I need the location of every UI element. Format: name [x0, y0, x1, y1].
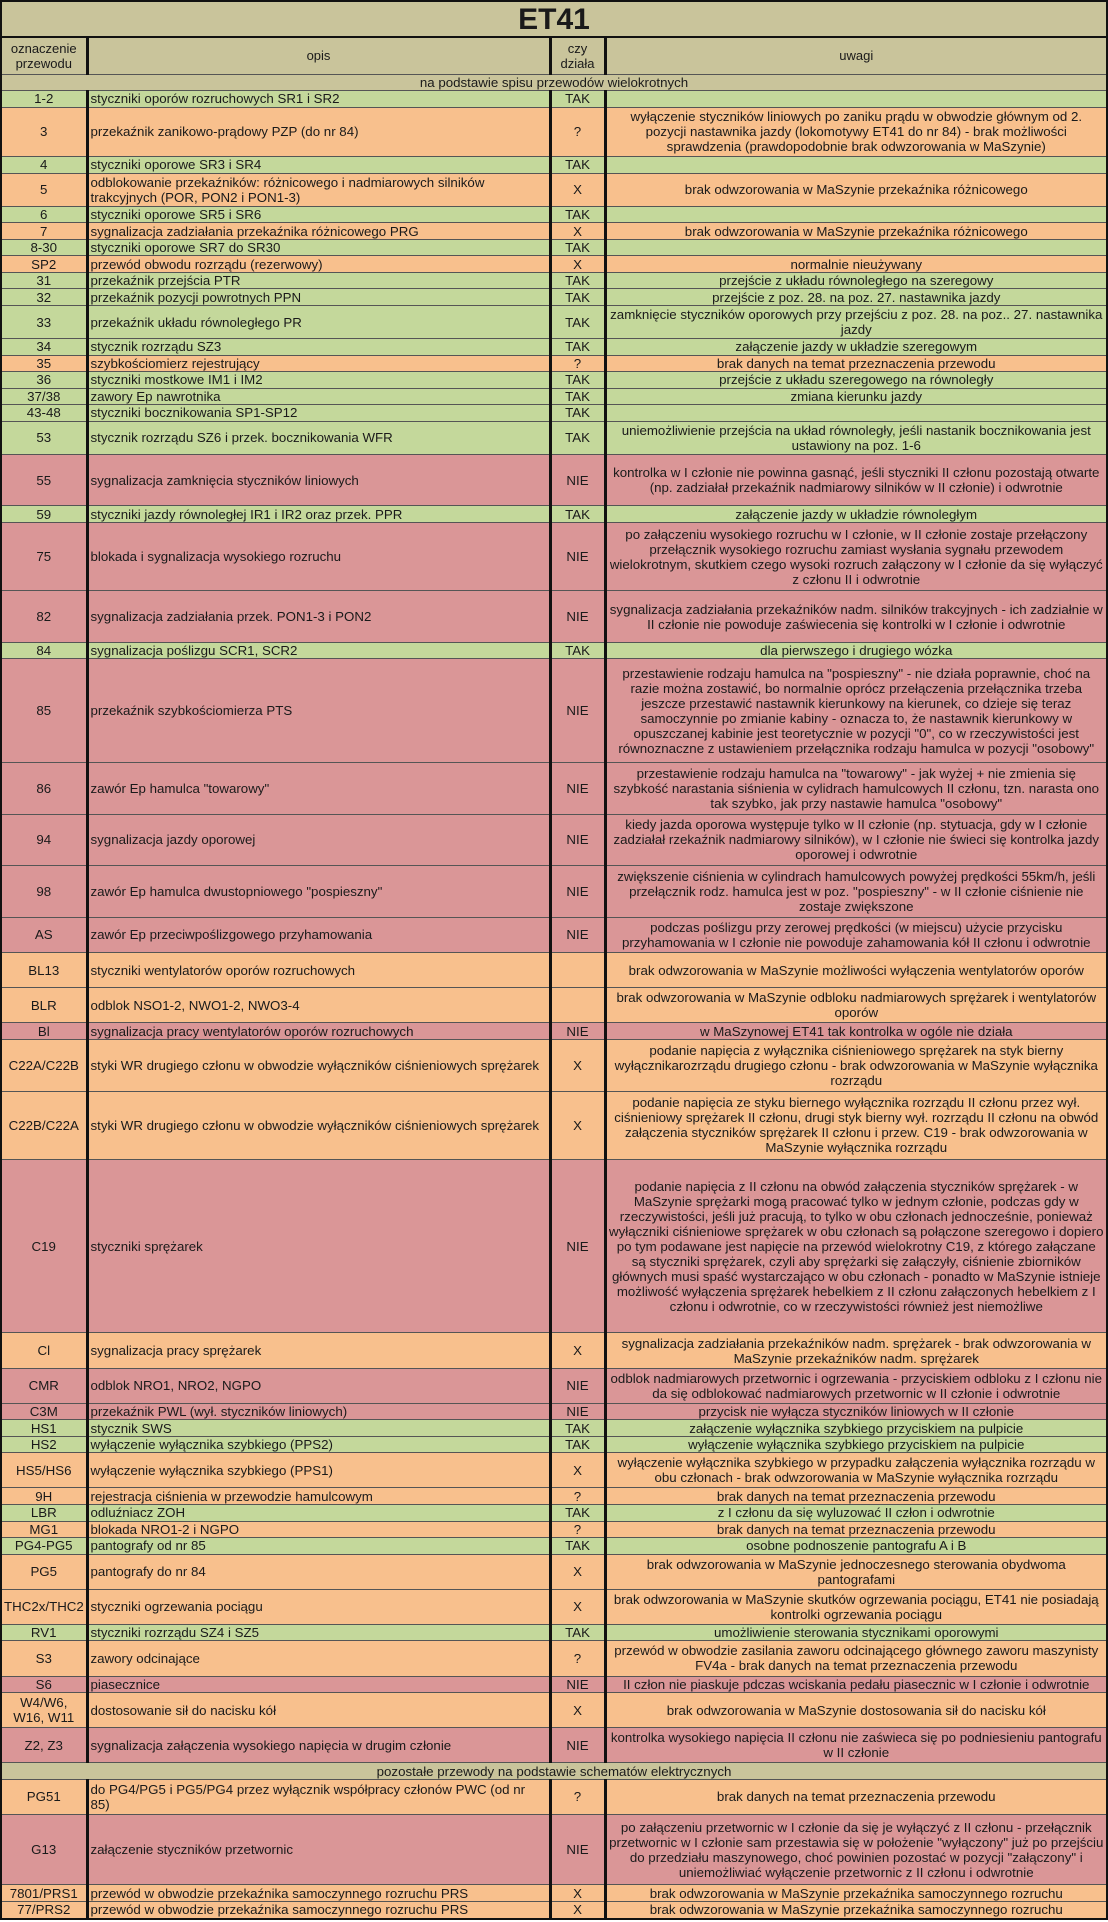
table-row — [1, 1885, 1107, 1902]
wire-id-cell: PG4-PG5 — [1, 1538, 87, 1555]
wire-id-cell: 53 — [1, 421, 87, 454]
wire-id-cell: 84 — [1, 642, 87, 659]
description-cell: przekaźnik przejścia PTR — [87, 272, 550, 289]
wire-id-cell: 85 — [1, 659, 87, 762]
description-cell: styczniki sprężarek — [87, 1159, 550, 1333]
table-row — [1, 1815, 1107, 1885]
wire-id-cell: MG1 — [1, 1521, 87, 1538]
wire-id-cell: 98 — [1, 866, 87, 918]
status-cell: TAK — [550, 91, 605, 108]
notes-cell: przestawienie rodzaju hamulca na "towarowy" - jak wyżej + nie zmienia się szybkość narastania siśnienia w cylidrach hamulcowych II członu, tzn. narasta ono tak szybko, jak przy nastawie hamulca "osobowy" — [605, 762, 1107, 814]
table-row — [1, 1641, 1107, 1676]
notes-cell — [605, 157, 1107, 174]
status-cell: ? — [550, 1641, 605, 1676]
status-cell: X — [550, 1333, 605, 1368]
status-cell: ? — [550, 1488, 605, 1505]
wire-id-cell: HS1 — [1, 1420, 87, 1437]
wire-id-cell: 35 — [1, 355, 87, 372]
table-row — [1, 1728, 1107, 1763]
wire-id-cell: 6 — [1, 206, 87, 223]
wire-id-cell: 1-2 — [1, 91, 87, 108]
status-cell — [550, 953, 605, 988]
status-cell: X — [550, 223, 605, 240]
description-cell: sygnalizacja zadziałania przekaźnika różnicowego PRG — [87, 223, 550, 240]
notes-cell: po załączeniu przetwornic w I członie da się je wyłączyć z II członu - przełącznik przetwornic w I członie sam przestawia się w położenie "wyłączony" już po przejściu do przedziału maszynowego, choć powinien pozostać w pozycji "załączony" i uniemożliwiać wyłączenie przetwornic z II członu i odwrotnie — [605, 1815, 1107, 1885]
description-cell: przewód w obwodzie przekaźnika samoczynnego rozruchu PRS — [87, 1901, 550, 1919]
description-cell: do PG4/PG5 i PG5/PG4 przez wyłącznik współpracy członów PWC (od nr 85) — [87, 1779, 550, 1814]
status-cell: X — [550, 1091, 605, 1159]
wire-id-cell: 7801/PRS1 — [1, 1885, 87, 1902]
wire-id-cell: Z2, Z3 — [1, 1728, 87, 1763]
table-row — [1, 1554, 1107, 1589]
table-row — [1, 1333, 1107, 1368]
status-cell: X — [550, 1554, 605, 1589]
notes-cell: przycisk nie wyłącza styczników liniowych w II członie — [605, 1403, 1107, 1420]
status-cell: NIE — [550, 659, 605, 762]
notes-cell: uniemożliwienie przejścia na układ równoległy, jeśli nastanik bocznikowania jest ustawiony na poz. 1-6 — [605, 421, 1107, 454]
status-cell: TAK — [550, 239, 605, 256]
section-header: pozostałe przewody na podstawie schematów elektrycznych — [1, 1763, 1107, 1780]
wire-id-cell: 36 — [1, 372, 87, 389]
table-row — [1, 1779, 1107, 1814]
table-row — [1, 1693, 1107, 1728]
status-cell: NIE — [550, 1368, 605, 1403]
table-row — [1, 762, 1107, 814]
description-cell: załączenie styczników przetwornic — [87, 1815, 550, 1885]
notes-cell: wyłączenie wyłącznika szybkiego przyciskiem na pulpicie — [605, 1436, 1107, 1453]
table-row — [1, 1420, 1107, 1437]
table-row — [1, 1589, 1107, 1624]
description-cell: zawory odcinające — [87, 1641, 550, 1676]
table-row — [1, 1039, 1107, 1091]
description-cell: styczniki jazdy równoległej IR1 i IR2 oraz przek. PPR — [87, 506, 550, 523]
wire-id-cell: HS5/HS6 — [1, 1453, 87, 1488]
wire-id-cell: 55 — [1, 454, 87, 506]
description-cell: przekaźnik zanikowo-prądowy PZP (do nr 84) — [87, 107, 550, 157]
table-row — [1, 206, 1107, 223]
status-cell: TAK — [550, 1436, 605, 1453]
description-cell: blokada NRO1-2 i NGPO — [87, 1521, 550, 1538]
wire-id-cell: 34 — [1, 339, 87, 356]
table-row — [1, 953, 1107, 988]
notes-cell: brak danych na temat przeznaczenia przewodu — [605, 355, 1107, 372]
wire-id-cell: W4/W6, W16, W11 — [1, 1693, 87, 1728]
notes-cell: sygnalizacja zadziałania przekaźników nadm. silników trakcyjnych - ich zadziałnie w II członie nie powoduje zaświecenia się kontrolki w I członie i odwrotnie — [605, 591, 1107, 643]
wire-id-cell: 7 — [1, 223, 87, 240]
notes-cell: kiedy jazda oporowa występuje tylko w II członie (np. stytuacja, gdy w I członie zadziałał rzekaźnik nadmiarowy silników), w I członie nie świeci się kontrolka jazdy oporowej i odwrotnie — [605, 814, 1107, 866]
wire-id-cell: 82 — [1, 591, 87, 643]
description-cell: odblok NRO1, NRO2, NGPO — [87, 1368, 550, 1403]
notes-cell: podanie napięcia z II członu na obwód załączenia styczników sprężarek - w MaSzynie sprężarki mogą pracować tylko w jednym członie, podczas gdy w rzeczywistości, jeśli już pracują, to tylko w obu członach jednocześnie, ponieważ wyłączniki ciśnieniowe sprężarek w obu członach są połączone szeregowo i dopiero po tym podawane jest napięcie na przewód wielokrotny C19, z którego załączane są styczniki sprężarek, czyli aby sprężarki się załączyły, ciśnienie zbiorników głównych musi spaść wystarczająco w obu członach - ponadto w MaSzynie istnieje możliwość wyłączenia sprężarek hebelkiem z II członu załączonych hebelkiem z I członu i odwrotnie, co w rzeczywistości również jest niemożliwe — [605, 1159, 1107, 1333]
wire-id-cell: C22B/C22A — [1, 1091, 87, 1159]
description-cell: styczniki rozrządu SZ4 i SZ5 — [87, 1624, 550, 1641]
notes-cell: po załączeniu wysokiego rozruchu w I członie, w II członie zostaje przełączony przełącznik wysokiego rozruchu zamiast wysłania sygnału przewodem wielokrotnym, skutkiem czego wysoki rozruch załączony w I członie da się wyłączyć z członu II i odwrotnie — [605, 523, 1107, 591]
notes-cell: brak odwzorowania w MaSzynie przekaźnika samoczynnego rozruchu — [605, 1885, 1107, 1902]
table-row — [1, 305, 1107, 338]
wire-id-cell: BL13 — [1, 953, 87, 988]
status-cell: X — [550, 1453, 605, 1488]
status-cell: NIE — [550, 866, 605, 918]
table-row — [1, 1368, 1107, 1403]
status-cell: ? — [550, 355, 605, 372]
column-header-id: oznaczenie przewodu — [1, 37, 87, 74]
wire-id-cell: 32 — [1, 289, 87, 306]
status-cell: TAK — [550, 388, 605, 405]
description-cell: styczniki oporowe SR7 do SR30 — [87, 239, 550, 256]
notes-cell: z I członu da się wyluzować II człon i odwrotnie — [605, 1505, 1107, 1522]
notes-cell: brak odwzorowania w MaSzynie przekaźnika różnicowego — [605, 223, 1107, 240]
description-cell: przekaźnik pozycji powrotnych PPN — [87, 289, 550, 306]
wire-id-cell: RV1 — [1, 1624, 87, 1641]
description-cell: styczniki oporowe SR3 i SR4 — [87, 157, 550, 174]
description-cell: pantografy od nr 85 — [87, 1538, 550, 1555]
notes-cell: podczas poślizgu przy zerowej prędkości (w miejscu) użycie przycisku przyhamowania w I członie nie powoduje zahamowania kół II członu i odwrotnie — [605, 917, 1107, 952]
table-row — [1, 1624, 1107, 1641]
notes-cell: przewód w obwodzie zasilania zaworu odcinającego głównego zaworu maszynisty FV4a - brak danych na temat przeznaczenia przewodu — [605, 1641, 1107, 1676]
description-cell: sygnalizacja zadziałania przek. PON1-3 i PON2 — [87, 591, 550, 643]
table-row — [1, 506, 1107, 523]
status-cell: TAK — [550, 1420, 605, 1437]
wire-id-cell: Bl — [1, 1023, 87, 1040]
wire-id-cell: 94 — [1, 814, 87, 866]
table-row — [1, 157, 1107, 174]
wire-id-cell: 37/38 — [1, 388, 87, 405]
wire-id-cell: 31 — [1, 272, 87, 289]
status-cell: NIE — [550, 1159, 605, 1333]
status-cell: NIE — [550, 762, 605, 814]
table-row — [1, 405, 1107, 422]
status-cell: TAK — [550, 372, 605, 389]
status-cell: NIE — [550, 454, 605, 506]
wire-id-cell: 86 — [1, 762, 87, 814]
wire-id-cell: C22A/C22B — [1, 1039, 87, 1091]
wire-id-cell: S6 — [1, 1676, 87, 1693]
wire-id-cell: 59 — [1, 506, 87, 523]
table-row — [1, 1676, 1107, 1693]
description-cell: styczniki mostkowe IM1 i IM2 — [87, 372, 550, 389]
table-row — [1, 223, 1107, 240]
status-cell: TAK — [550, 206, 605, 223]
table-row — [1, 355, 1107, 372]
description-cell: stycznik SWS — [87, 1420, 550, 1437]
notes-cell: brak danych na temat przeznaczenia przewodu — [605, 1521, 1107, 1538]
description-cell: sygnalizacja pracy sprężarek — [87, 1333, 550, 1368]
section-header: na podstawie spisu przewodów wielokrotnych — [1, 74, 1107, 91]
status-cell: X — [550, 1885, 605, 1902]
table-row — [1, 107, 1107, 157]
table-row — [1, 1505, 1107, 1522]
status-cell: X — [550, 173, 605, 206]
wire-id-cell: BLR — [1, 988, 87, 1023]
notes-cell: brak danych na temat przeznaczenia przewodu — [605, 1488, 1107, 1505]
description-cell: stycznik rozrządu SZ6 i przek. bocznikowania WFR — [87, 421, 550, 454]
description-cell: przewód obwodu rozrządu (rezerwowy) — [87, 256, 550, 273]
wire-id-cell: CMR — [1, 1368, 87, 1403]
notes-cell: brak odwzorowania w MaSzynie przekaźnika różnicowego — [605, 173, 1107, 206]
notes-cell — [605, 239, 1107, 256]
wire-id-cell: SP2 — [1, 256, 87, 273]
column-header-notes: uwagi — [605, 37, 1107, 74]
status-cell: TAK — [550, 405, 605, 422]
description-cell: przekaźnik układu równoległego PR — [87, 305, 550, 338]
description-cell: zawór Ep hamulca dwustopniowego "pospieszny" — [87, 866, 550, 918]
notes-cell: podanie napięcia ze styku biernego wyłącznika rozrządu II członu przez wył. ciśnieniowy sprężarek II członu, drugi styk bierny wył. rozrządu II członu na obwód załączenia styczników sprężarek II członu i przew. C19 - brak odwzorowania w MaSzynie wyłącznika rozrządu — [605, 1091, 1107, 1159]
table-body — [1, 74, 1107, 1919]
status-cell: X — [550, 256, 605, 273]
description-cell: styczniki ogrzewania pociągu — [87, 1589, 550, 1624]
wire-id-cell: THC2x/THC2 — [1, 1589, 87, 1624]
table-row — [1, 1453, 1107, 1488]
notes-cell: przestawienie rodzaju hamulca na "pospieszny" - nie działa poprawnie, choć na razie można zostawić, bo normalnie oprócz przełączenia przełącznika trzeba jeszcze przestawić nastawnik kierunkowy na kierunek, co dzieje się teraz samoczynnie po zmianie kabiny - oznacza to, że nastawnik kierunkowy w opuszczanej kabinie jest teoretycznie w pozycji "0", co w rzeczywistości jest równoznaczne z ustawieniem przełącznika rodzaju hamulca w pozycji "osobowy" — [605, 659, 1107, 762]
notes-cell: dla pierwszego i drugiego wózka — [605, 642, 1107, 659]
notes-cell: zwiększenie ciśnienia w cylindrach hamulcowych powyżej prędkości 55km/h, jeśli przełącznik rodz. hamulca jest w poz. "pospieszny" - w II członie ciśnienie nie zostaje zwiększone — [605, 866, 1107, 918]
table-row — [1, 659, 1107, 762]
status-cell: TAK — [550, 289, 605, 306]
notes-cell — [605, 405, 1107, 422]
table-row — [1, 642, 1107, 659]
table-row — [1, 988, 1107, 1023]
wire-id-cell: 43-48 — [1, 405, 87, 422]
notes-cell: kontrolka wysokiego napięcia II członu nie zaświeca się po podniesieniu pantografu w II członie — [605, 1728, 1107, 1763]
wire-id-cell: Cl — [1, 1333, 87, 1368]
notes-cell: normalnie nieużywany — [605, 256, 1107, 273]
description-cell: styczniki oporów rozruchowych SR1 i SR2 — [87, 91, 550, 108]
notes-cell — [605, 206, 1107, 223]
wire-id-cell: PG5 — [1, 1554, 87, 1589]
column-header-status: czy działa — [550, 37, 605, 74]
status-cell: TAK — [550, 1505, 605, 1522]
wire-id-cell: HS2 — [1, 1436, 87, 1453]
notes-cell: w MaSzynowej ET41 tak kontrolka w ogóle nie działa — [605, 1023, 1107, 1040]
notes-cell: zmiana kierunku jazdy — [605, 388, 1107, 405]
description-cell: sygnalizacja poślizgu SCR1, SCR2 — [87, 642, 550, 659]
notes-cell: przejście z poz. 28. na poz. 27. nastawnika jazdy — [605, 289, 1107, 306]
status-cell: NIE — [550, 917, 605, 952]
description-cell: styki WR drugiego członu w obwodzie wyłączników ciśnieniowych sprężarek — [87, 1091, 550, 1159]
table-row — [1, 1488, 1107, 1505]
status-cell: X — [550, 1039, 605, 1091]
status-cell: ? — [550, 1521, 605, 1538]
description-cell: przekaźnik PWL (wył. styczników liniowych) — [87, 1403, 550, 1420]
notes-cell: załączenie wyłącznika szybkiego przyciskiem na pulpicie — [605, 1420, 1107, 1437]
wire-id-cell: 33 — [1, 305, 87, 338]
table-row — [1, 454, 1107, 506]
wire-id-cell: S3 — [1, 1641, 87, 1676]
table-row — [1, 289, 1107, 306]
description-cell: blokada i sygnalizacja wysokiego rozruchu — [87, 523, 550, 591]
description-cell: dostosowanie sił do nacisku kół — [87, 1693, 550, 1728]
status-cell: NIE — [550, 523, 605, 591]
status-cell: ? — [550, 1779, 605, 1814]
status-cell: NIE — [550, 1676, 605, 1693]
column-header-description: opis — [87, 37, 550, 74]
description-cell: wyłączenie wyłącznika szybkiego (PPS1) — [87, 1453, 550, 1488]
notes-cell: brak odwzorowania w MaSzynie skutków ogrzewania pociągu, ET41 nie posiadają kontrolki ogrzewania pociągu — [605, 1589, 1107, 1624]
description-cell: przewód w obwodzie przekaźnika samoczynnego rozruchu PRS — [87, 1885, 550, 1902]
description-cell: odblokowanie przekaźników: różnicowego i nadmiarowych silników trakcyjnych (POR, PON2 i PON1-3) — [87, 173, 550, 206]
wire-id-cell: AS — [1, 917, 87, 952]
table-row — [1, 917, 1107, 952]
description-cell: styczniki bocznikowania SP1-SP12 — [87, 405, 550, 422]
table-row — [1, 272, 1107, 289]
description-cell: stycznik rozrządu SZ3 — [87, 339, 550, 356]
table-row — [1, 1538, 1107, 1555]
status-cell: NIE — [550, 591, 605, 643]
description-cell: sygnalizacja załączenia wysokiego napięcia w drugim członie — [87, 1728, 550, 1763]
table-row — [1, 1023, 1107, 1040]
notes-cell: załączenie jazdy w układzie równoległym — [605, 506, 1107, 523]
status-cell: TAK — [550, 421, 605, 454]
notes-cell: przejście z układu równoległego na szeregowy — [605, 272, 1107, 289]
table-row — [1, 239, 1107, 256]
status-cell: NIE — [550, 1815, 605, 1885]
description-cell: sygnalizacja pracy wentylatorów oporów rozruchowych — [87, 1023, 550, 1040]
wire-id-cell: 5 — [1, 173, 87, 206]
table-row — [1, 388, 1107, 405]
wire-id-cell: 4 — [1, 157, 87, 174]
notes-cell: osobne podnoszenie pantografu A i B — [605, 1538, 1107, 1555]
notes-cell: podanie napięcia z wyłącznika ciśnieniowego sprężarek na styk bierny wyłącznikarozrządu drugiego członu - brak odwzorowania w MaSzynie wyłącznika rozrządu — [605, 1039, 1107, 1091]
notes-cell: kontrolka w I członie nie powinna gasnąć, jeśli styczniki II członu pozostają otwarte (np. zadziałał przekaźnik nadmiarowy silników w II członie) i odwrotnie — [605, 454, 1107, 506]
description-cell: pantografy do nr 84 — [87, 1554, 550, 1589]
wire-id-cell: 3 — [1, 107, 87, 157]
description-cell: rejestracja ciśnienia w przewodzie hamulcowym — [87, 1488, 550, 1505]
notes-cell: brak odwzorowania w MaSzynie odbloku nadmiarowych sprężarek i wentylatorów oporów — [605, 988, 1107, 1023]
description-cell: odblok NSO1-2, NWO1-2, NWO3-4 — [87, 988, 550, 1023]
status-cell: TAK — [550, 642, 605, 659]
table-row — [1, 1901, 1107, 1919]
status-cell: TAK — [550, 157, 605, 174]
description-cell: odluźniacz ZOH — [87, 1505, 550, 1522]
description-cell: styki WR drugiego członu w obwodzie wyłączników ciśnieniowych sprężarek — [87, 1039, 550, 1091]
wire-id-cell: PG51 — [1, 1779, 87, 1814]
wire-id-cell: C19 — [1, 1159, 87, 1333]
table-row — [1, 1403, 1107, 1420]
description-cell: szybkościomierz rejestrujący — [87, 355, 550, 372]
notes-cell: brak odwzorowania w MaSzynie przekaźnika samoczynnego rozruchu — [605, 1901, 1107, 1919]
description-cell: zawór Ep przeciwpoślizgowego przyhamowania — [87, 917, 550, 952]
wire-id-cell: C3M — [1, 1403, 87, 1420]
description-cell: styczniki wentylatorów oporów rozruchowych — [87, 953, 550, 988]
notes-cell: zamknięcie styczników oporowych przy przejściu z poz. 28. na poz.. 27. nastawnika jazdy — [605, 305, 1107, 338]
description-cell: zawory Ep nawrotnika — [87, 388, 550, 405]
table-row — [1, 173, 1107, 206]
status-cell: NIE — [550, 1403, 605, 1420]
status-cell: TAK — [550, 506, 605, 523]
notes-cell: odblok nadmiarowych przetwornic i ogrzewania - przyciskiem odbloku z I członu nie da się odblokować nadmiarowych przetwornic w II członie i odwrotnie — [605, 1368, 1107, 1403]
notes-cell: brak odwzorowania w MaSzynie możliwości wyłączenia wentylatorów oporów — [605, 953, 1107, 988]
notes-cell: brak danych na temat przeznaczenia przewodu — [605, 1779, 1107, 1814]
wire-id-cell: 75 — [1, 523, 87, 591]
table-row — [1, 91, 1107, 108]
wire-id-cell: 9H — [1, 1488, 87, 1505]
notes-cell — [605, 91, 1107, 108]
description-cell: wyłączenie wyłącznika szybkiego (PPS2) — [87, 1436, 550, 1453]
table-row — [1, 591, 1107, 643]
table-row — [1, 1159, 1107, 1333]
status-cell: NIE — [550, 1023, 605, 1040]
status-cell: X — [550, 1589, 605, 1624]
notes-cell: załączenie jazdy w układzie szeregowym — [605, 339, 1107, 356]
description-cell: sygnalizacja zamknięcia styczników liniowych — [87, 454, 550, 506]
status-cell — [550, 988, 605, 1023]
wire-id-cell: G13 — [1, 1815, 87, 1885]
table-row — [1, 523, 1107, 591]
status-cell: TAK — [550, 272, 605, 289]
status-cell: TAK — [550, 1538, 605, 1555]
status-cell: TAK — [550, 1624, 605, 1641]
notes-cell: brak odwzorowania w MaSzynie dostosowania sił do nacisku kół — [605, 1693, 1107, 1728]
table-row — [1, 866, 1107, 918]
table-row — [1, 256, 1107, 273]
table-row — [1, 1521, 1107, 1538]
status-cell: NIE — [550, 814, 605, 866]
wire-id-cell: 77/PRS2 — [1, 1901, 87, 1919]
table-row — [1, 1436, 1107, 1453]
table-row — [1, 339, 1107, 356]
wire-id-cell: 8-30 — [1, 239, 87, 256]
status-cell: X — [550, 1901, 605, 1919]
wire-id-cell: LBR — [1, 1505, 87, 1522]
status-cell: NIE — [550, 1728, 605, 1763]
notes-cell: brak odwzorowania w MaSzynie jednoczesnego sterowania obydwoma pantografami — [605, 1554, 1107, 1589]
notes-cell: przejście z układu szeregowego na równoległy — [605, 372, 1107, 389]
table-row — [1, 814, 1107, 866]
table-row — [1, 421, 1107, 454]
table-row — [1, 372, 1107, 389]
page-title: ET41 — [1, 1, 1107, 37]
description-cell: zawór Ep hamulca "towarowy" — [87, 762, 550, 814]
description-cell: przekaźnik szybkościomierza PTS — [87, 659, 550, 762]
notes-cell: umożliwienie sterowania stycznikami oporowymi — [605, 1624, 1107, 1641]
description-cell: styczniki oporowe SR5 i SR6 — [87, 206, 550, 223]
notes-cell: wyłączenie wyłącznika szybkiego w przypadku załączenia wyłącznika rozrządu w obu członach - brak odwzorowania w MaSzynie wyłącznika rozrządu — [605, 1453, 1107, 1488]
table-row — [1, 1091, 1107, 1159]
notes-cell: sygnalizacja zadziałania przekaźników nadm. sprężarek - brak odwzorowania w MaSzynie przekaźników nadm. sprężarek — [605, 1333, 1107, 1368]
status-cell: ? — [550, 107, 605, 157]
status-cell: TAK — [550, 339, 605, 356]
notes-cell: II człon nie piaskuje pdczas wciskania pedału piasecznic w I członie i odwrotnie — [605, 1676, 1107, 1693]
description-cell: piasecznice — [87, 1676, 550, 1693]
status-cell: X — [550, 1693, 605, 1728]
description-cell: sygnalizacja jazdy oporowej — [87, 814, 550, 866]
status-cell: TAK — [550, 305, 605, 338]
notes-cell: wyłączenie styczników liniowych po zaniku prądu w obwodzie głównym od 2. pozycji nastawnika jazdy (lokomotywy ET41 do nr 84) - brak możliwości sprawdzenia (prawdopodobnie brak odwzorowania w MaSzynie) — [605, 107, 1107, 157]
